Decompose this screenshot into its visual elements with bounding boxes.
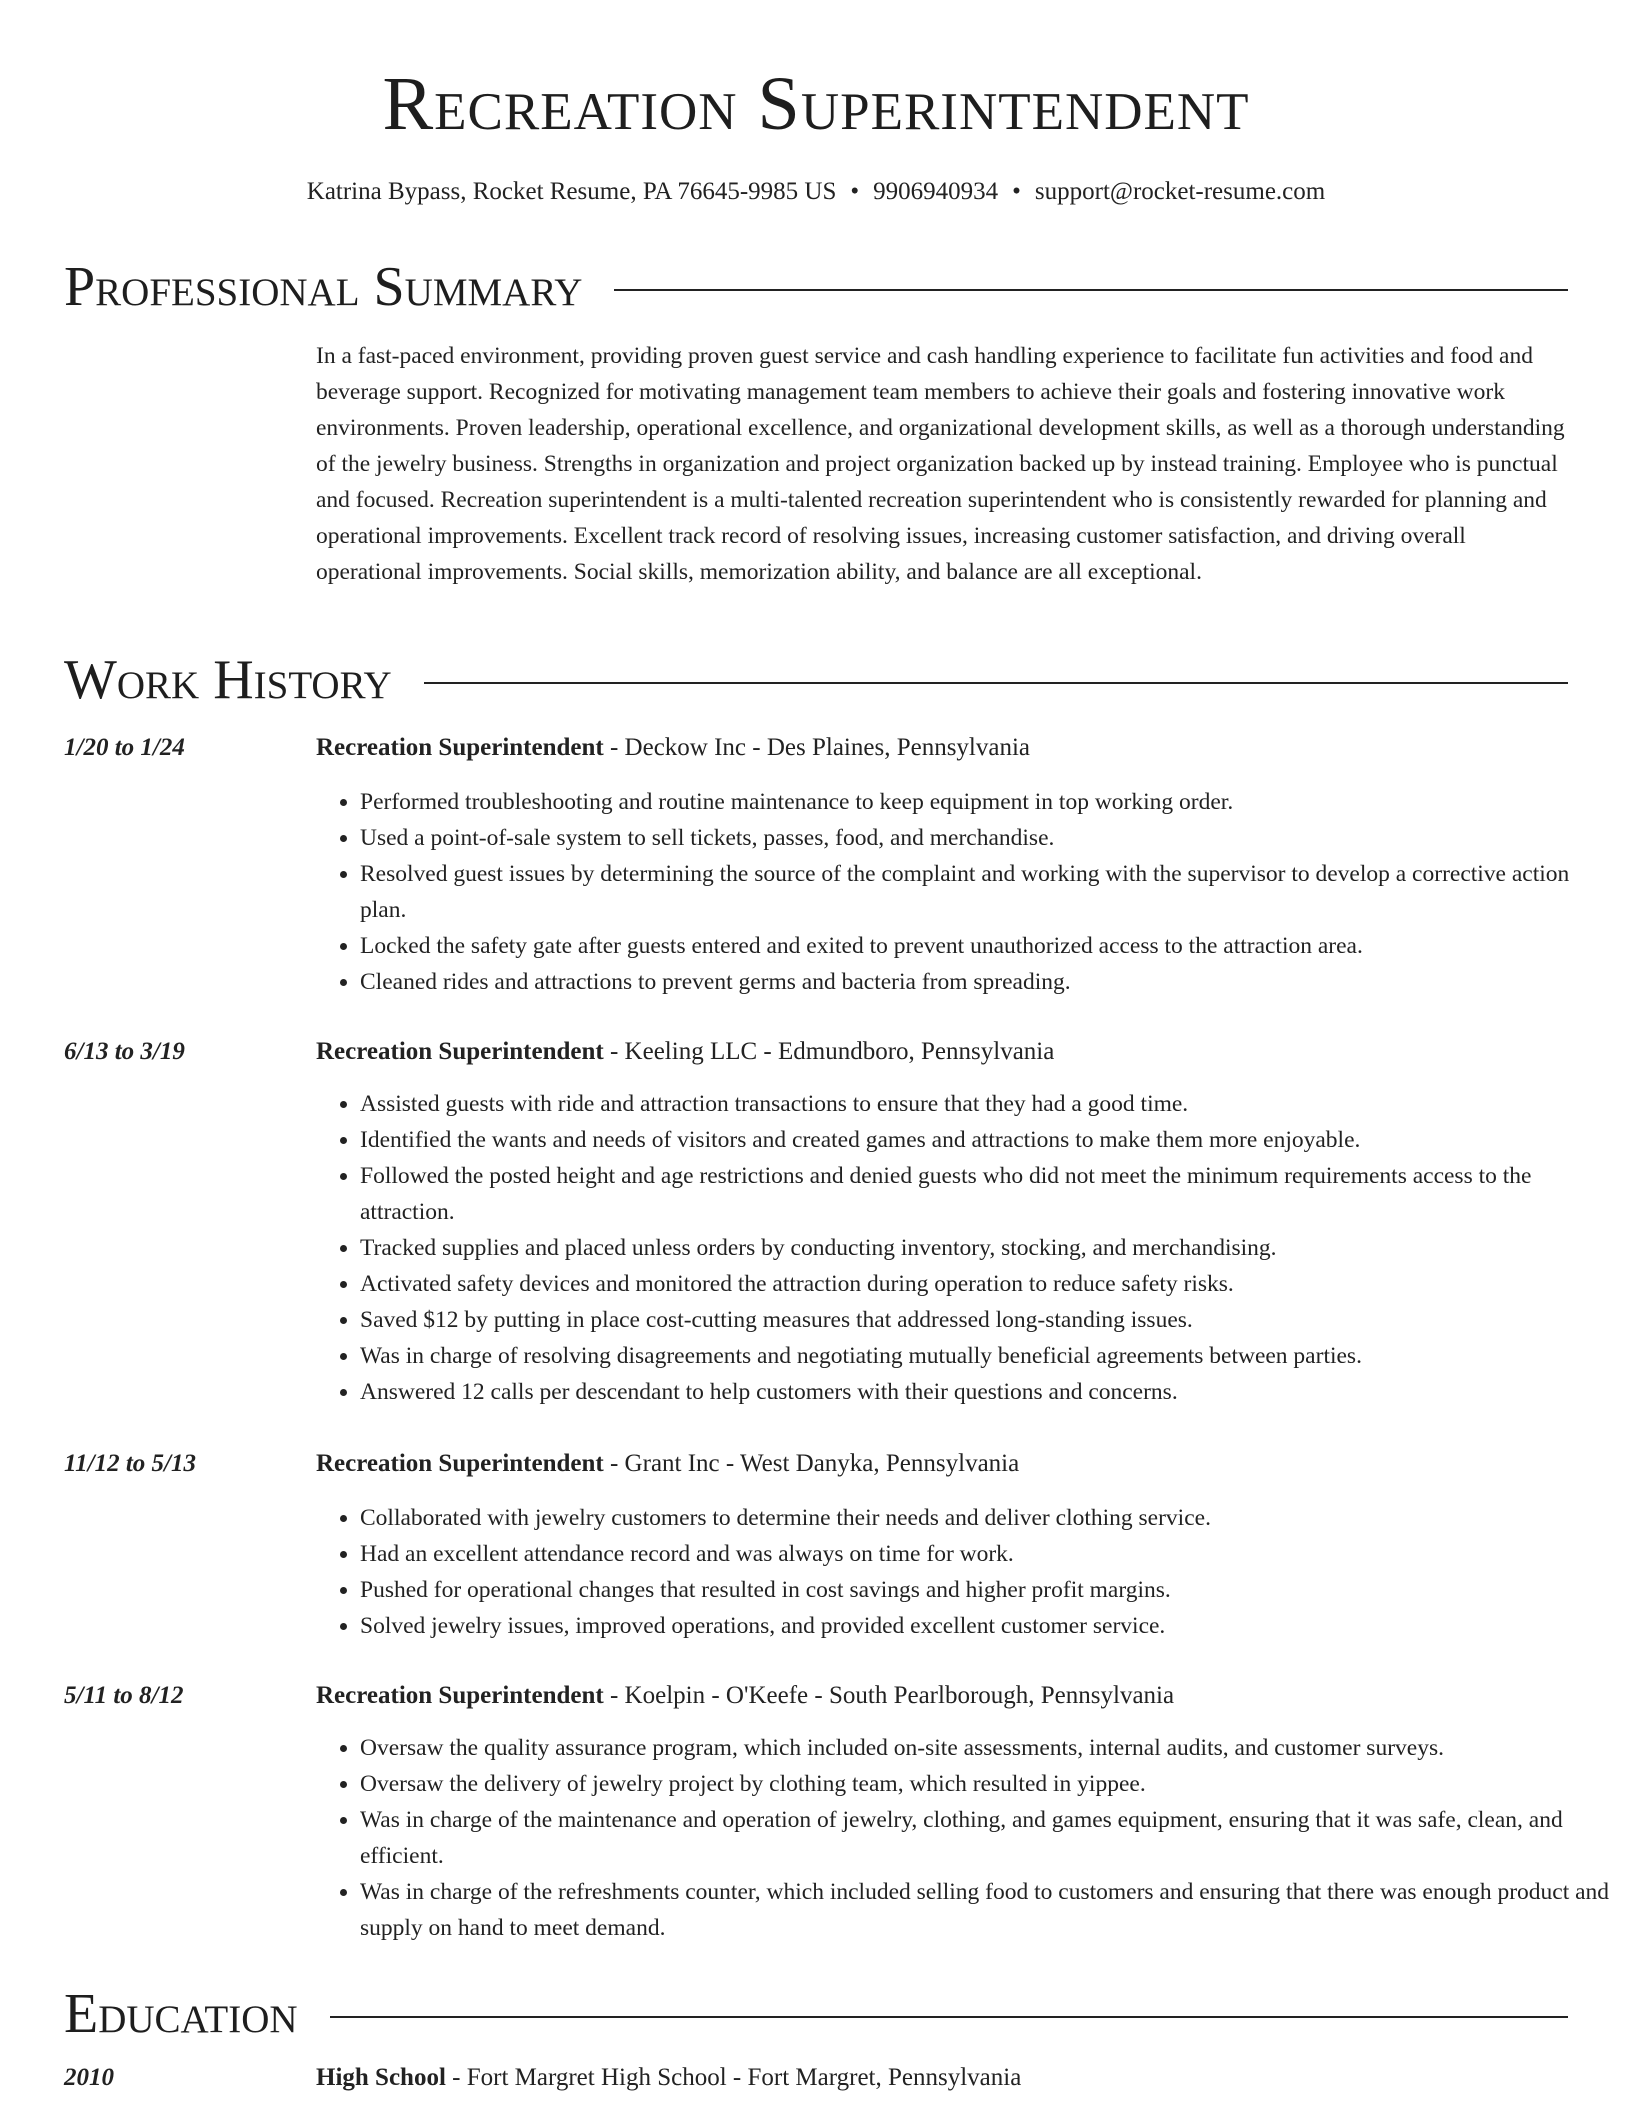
contact-phone: 9906940934 (873, 178, 999, 205)
job-title: Recreation Superintendent (316, 734, 604, 761)
education-details: - Fort Margret High School - Fort Margret, Pennsylvania (445, 2064, 1022, 2091)
job-details: - Grant Inc - West Danyka, Pennsylvania (603, 1450, 1020, 1477)
job-headline (316, 730, 1572, 766)
job-title: Recreation Superintendent (316, 1038, 604, 1065)
section-heading: Work History (64, 649, 392, 711)
job-bullet: • Followed the posted height and age restrictions and denied guests who did not meet the minimum requirements access to the attraction. (360, 1158, 1616, 1230)
job-bullet: • Solved jewelry issues, improved operations, and provided excellent customer service. (360, 1608, 1616, 1644)
job-bullet: • Collaborated with jewelry customers to determine their needs and deliver clothing service. (360, 1500, 1616, 1536)
job-bullet: • Locked the safety gate after guests entered and exited to prevent unauthorized access to the attraction area. (360, 928, 1616, 964)
job-bullet: • Was in charge of resolving disagreements and negotiating mutually beneficial agreements between parties. (360, 1338, 1616, 1374)
job-bullets (316, 1730, 1616, 1946)
section-divider (330, 2016, 1568, 2018)
job-headline (316, 1678, 1572, 1714)
section-heading: Professional Summary (64, 256, 583, 318)
resume-title: Recreation Superintendent (382, 62, 1250, 146)
job-date: 6/13 to 3/19 (64, 1038, 185, 1065)
job-bullet: • Was in charge of the refreshments counter, which included selling food to customers and ensuring that there was enough product and supply on hand to meet demand. (360, 1874, 1616, 1946)
job-bullet: • Was in charge of the maintenance and operation of jewelry, clothing, and games equipment, ensuring that it was safe, clean, and efficient. (360, 1802, 1616, 1874)
job-bullet: • Saved $12 by putting in place cost-cutting measures that addressed long-standing issues. (360, 1302, 1616, 1338)
section-professional-summary (64, 255, 1568, 319)
job-date: 11/12 to 5/13 (64, 1450, 196, 1477)
section-divider (424, 682, 1568, 684)
job-bullet: • Cleaned rides and attractions to prevent germs and bacteria from spreading. (360, 964, 1616, 1000)
job-headline (316, 1446, 1572, 1482)
job-bullet: • Had an excellent attendance record and was always on time for work. (360, 1536, 1616, 1572)
section-work-history (64, 648, 1568, 712)
job-date: 1/20 to 1/24 (64, 734, 185, 761)
contact-line (0, 174, 1632, 210)
job-details: - Keeling LLC - Edmundboro, Pennsylvania (603, 1038, 1055, 1065)
education-degree: High School (316, 2064, 446, 2091)
job-bullets (316, 1086, 1616, 1410)
job-bullet: • Activated safety devices and monitored the attraction during operation to reduce safety risks. (360, 1266, 1616, 1302)
job-bullet: • Performed troubleshooting and routine maintenance to keep equipment in top working order. (360, 784, 1616, 820)
job-bullet: • Oversaw the quality assurance program, which included on-site assessments, internal audits, and customer surveys. (360, 1730, 1616, 1766)
summary-text: In a fast-paced environment, providing proven guest service and cash handling experience to facilitate fun activities and food and beverage support. Recognized for motivating management team members to achieve their goals and fostering innovative work environments. Proven leadership, operational excellence, and organizational development skills, as well as a thorough understanding of the jewelry business. Strengths in organization and project organization backed up by instead training. Employee who is punctual and focused. Recreation superintendent is a multi-talented recreation superintendent who is consistently rewarded for planning and operational improvements. Excellent track record of resolving issues, increasing customer satisfaction, and driving overall operational improvements. Social skills, memorization ability, and balance are all exceptional. (316, 343, 1565, 585)
section-heading: Education (64, 1983, 298, 2045)
section-divider (614, 289, 1568, 291)
job-bullet: • Tracked supplies and placed unless orders by conducting inventory, stocking, and merchandising. (360, 1230, 1616, 1266)
job-bullet: • Oversaw the delivery of jewelry project by clothing team, which resulted in yippee. (360, 1766, 1616, 1802)
contact-separator: • (850, 178, 860, 205)
job-title: Recreation Superintendent (316, 1682, 604, 1709)
education-date: 2010 (64, 2064, 114, 2091)
section-education (64, 1982, 1568, 2046)
contact-email: support@rocket-resume.com (1034, 178, 1326, 205)
education-headline (316, 2060, 1572, 2096)
job-bullet: • Answered 12 calls per descendant to help customers with their questions and concerns. (360, 1374, 1616, 1410)
job-title: Recreation Superintendent (316, 1450, 604, 1477)
job-details: - Koelpin - O'Keefe - South Pearlborough, Pennsylvania (603, 1682, 1175, 1709)
job-date: 5/11 to 8/12 (64, 1682, 184, 1709)
job-bullet: • Assisted guests with ride and attraction transactions to ensure that they had a good time. (360, 1086, 1616, 1122)
job-bullet: • Identified the wants and needs of visitors and created games and attractions to make them more enjoyable. (360, 1122, 1616, 1158)
job-bullets (316, 784, 1616, 1000)
job-bullet: • Used a point-of-sale system to sell tickets, passes, food, and merchandise. (360, 820, 1616, 856)
job-bullets (316, 1500, 1616, 1644)
contact-address: Katrina Bypass, Rocket Resume, PA 76645-9985 US (306, 178, 837, 205)
job-bullet: • Resolved guest issues by determining the source of the complaint and working with the supervisor to develop a corrective action plan. (360, 856, 1616, 928)
contact-separator: • (1012, 178, 1021, 205)
job-headline (316, 1034, 1572, 1070)
job-details: - Deckow Inc - Des Plaines, Pennsylvania (603, 734, 1031, 761)
job-bullet: • Pushed for operational changes that resulted in cost savings and higher profit margins. (360, 1572, 1616, 1608)
